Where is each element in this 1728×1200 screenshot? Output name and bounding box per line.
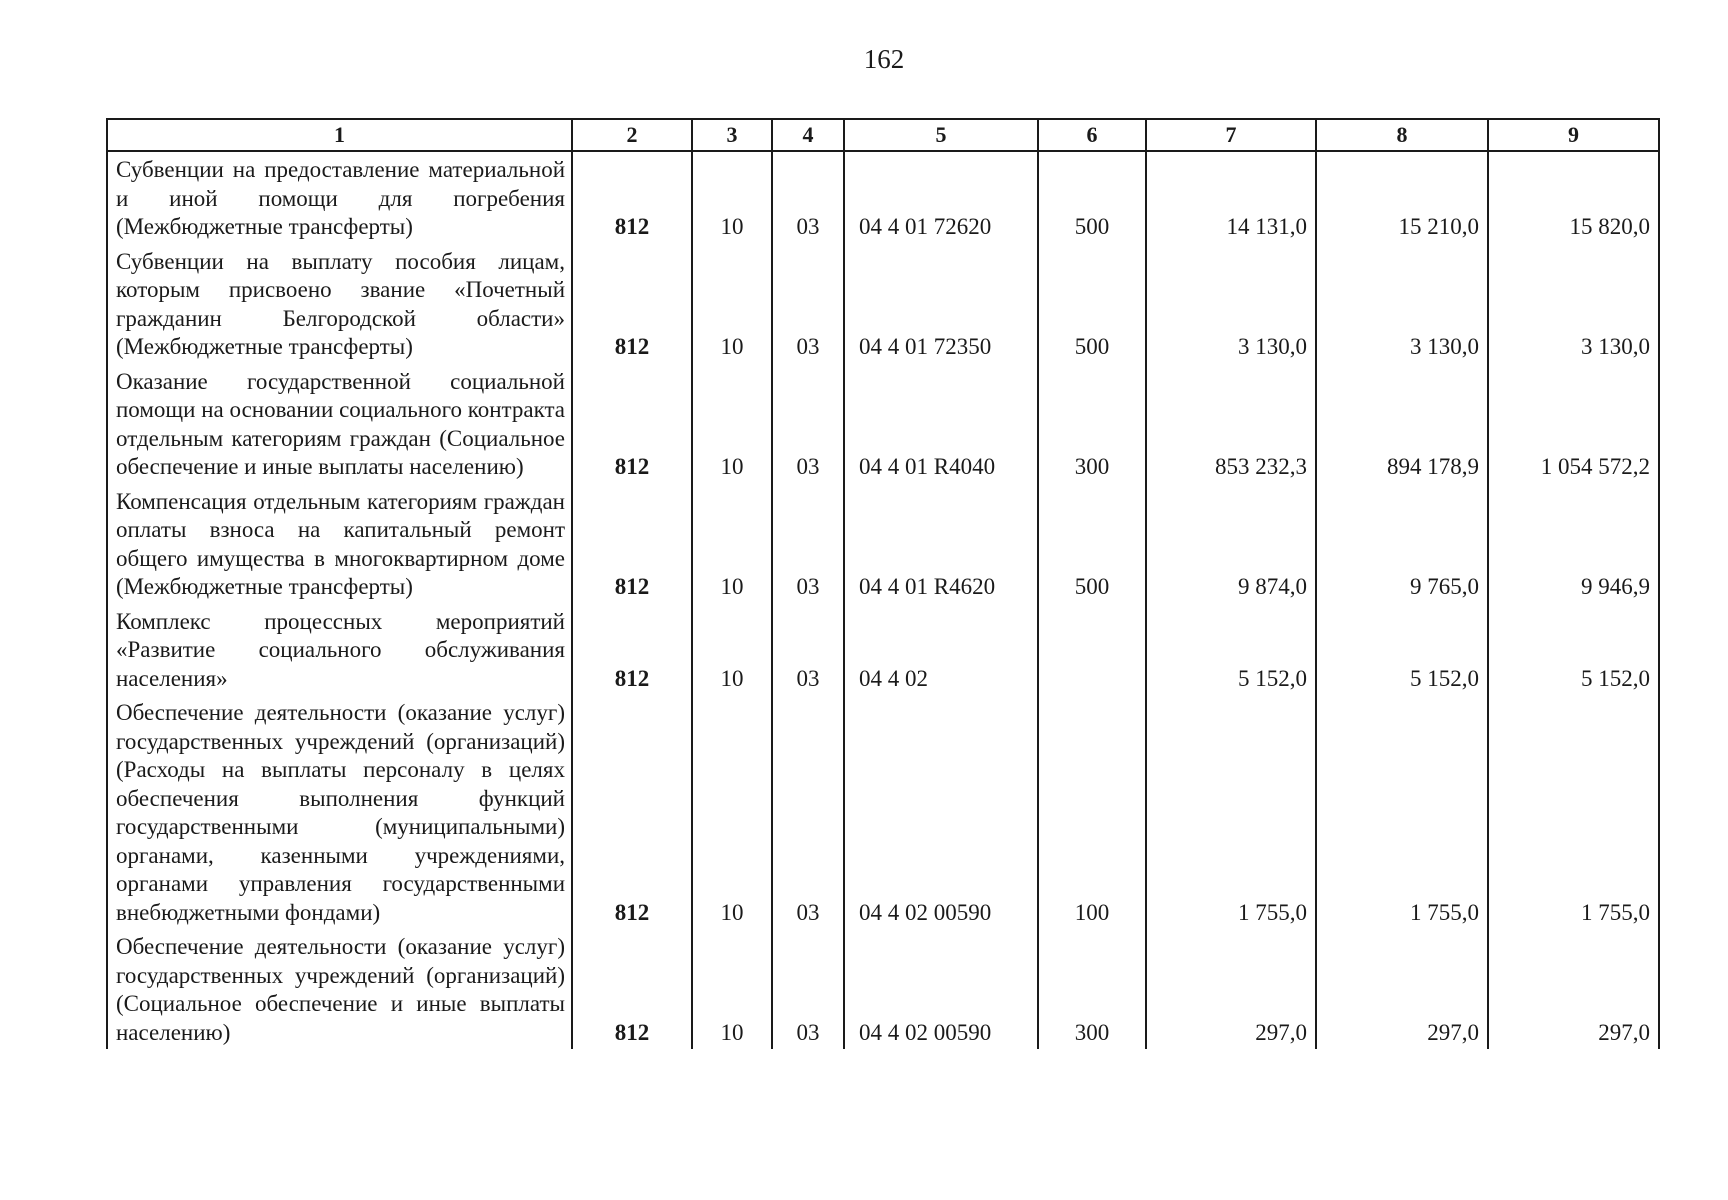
subsection-code: 03 xyxy=(772,244,844,364)
amount-col7: 1 755,0 xyxy=(1146,695,1316,929)
admin-code: 812 xyxy=(572,604,692,696)
admin-code: 812 xyxy=(572,695,692,929)
target-article: 04 4 02 00590 xyxy=(844,695,1038,929)
row-description: Компенсация отдельным категориям граждан оплаты взноса на капитальный ремонт общего имущества в многоквартирном доме (Межбюджетные трансферты) xyxy=(107,484,572,604)
row-description: Обеспечение деятельности (оказание услуг) государственных учреждений (организаций) (Расходы на выплаты персоналу в целях обеспечения выполнения функций государственными (муниципальными) органами, казенными учреждениями, органами управления государственными внебюджетными фондами) xyxy=(107,695,572,929)
amount-col9: 9 946,9 xyxy=(1488,484,1659,604)
expense-type: 300 xyxy=(1038,929,1146,1049)
expense-type xyxy=(1038,604,1146,696)
section-code: 10 xyxy=(692,244,772,364)
subsection-code: 03 xyxy=(772,604,844,696)
section-code: 10 xyxy=(692,695,772,929)
column-header: 4 xyxy=(772,119,844,151)
amount-col7: 5 152,0 xyxy=(1146,604,1316,696)
expense-type: 300 xyxy=(1038,364,1146,484)
row-description: Субвенции на выплату пособия лицам, которым присвоено звание «Почетный гражданин Белгородской области» (Межбюджетные трансферты) xyxy=(107,244,572,364)
column-header: 3 xyxy=(692,119,772,151)
target-article: 04 4 02 00590 xyxy=(844,929,1038,1049)
column-header: 5 xyxy=(844,119,1038,151)
admin-code: 812 xyxy=(572,151,692,244)
admin-code: 812 xyxy=(572,484,692,604)
section-code: 10 xyxy=(692,929,772,1049)
expense-type: 500 xyxy=(1038,151,1146,244)
admin-code: 812 xyxy=(572,244,692,364)
amount-col7: 3 130,0 xyxy=(1146,244,1316,364)
amount-col9: 1 054 572,2 xyxy=(1488,364,1659,484)
column-header: 2 xyxy=(572,119,692,151)
amount-col7: 14 131,0 xyxy=(1146,151,1316,244)
row-description: Субвенции на предоставление материальной и иной помощи для погребения (Межбюджетные трансферты) xyxy=(107,151,572,244)
admin-code: 812 xyxy=(572,929,692,1049)
amount-col8: 9 765,0 xyxy=(1316,484,1488,604)
admin-code: 812 xyxy=(572,364,692,484)
amount-col8: 5 152,0 xyxy=(1316,604,1488,696)
amount-col8: 297,0 xyxy=(1316,929,1488,1049)
amount-col7: 297,0 xyxy=(1146,929,1316,1049)
row-description: Обеспечение деятельности (оказание услуг) государственных учреждений (организаций) (Социальное обеспечение и иные выплаты населению) xyxy=(107,929,572,1049)
subsection-code: 03 xyxy=(772,364,844,484)
subsection-code: 03 xyxy=(772,695,844,929)
target-article: 04 4 01 R4040 xyxy=(844,364,1038,484)
amount-col9: 5 152,0 xyxy=(1488,604,1659,696)
section-code: 10 xyxy=(692,604,772,696)
amount-col8: 3 130,0 xyxy=(1316,244,1488,364)
column-header: 7 xyxy=(1146,119,1316,151)
target-article: 04 4 01 R4620 xyxy=(844,484,1038,604)
row-description: Оказание государственной социальной помощи на основании социального контракта отдельным категориям граждан (Социальное обеспечение и иные выплаты населению) xyxy=(107,364,572,484)
target-article: 04 4 01 72350 xyxy=(844,244,1038,364)
subsection-code: 03 xyxy=(772,151,844,244)
subsection-code: 03 xyxy=(772,484,844,604)
section-code: 10 xyxy=(692,484,772,604)
column-header: 8 xyxy=(1316,119,1488,151)
table-row xyxy=(107,929,1659,1049)
table-row xyxy=(107,244,1659,364)
target-article: 04 4 02 xyxy=(844,604,1038,696)
expense-type: 500 xyxy=(1038,484,1146,604)
table-row xyxy=(107,695,1659,929)
section-code: 10 xyxy=(692,151,772,244)
section-code: 10 xyxy=(692,364,772,484)
amount-col9: 3 130,0 xyxy=(1488,244,1659,364)
header-row xyxy=(107,119,1659,151)
expense-type: 500 xyxy=(1038,244,1146,364)
amount-col9: 15 820,0 xyxy=(1488,151,1659,244)
page-number: 162 xyxy=(863,44,905,74)
table-row xyxy=(107,151,1659,244)
table-row xyxy=(107,364,1659,484)
amount-col9: 1 755,0 xyxy=(1488,695,1659,929)
column-header: 9 xyxy=(1488,119,1659,151)
amount-col8: 894 178,9 xyxy=(1316,364,1488,484)
target-article: 04 4 01 72620 xyxy=(844,151,1038,244)
column-header: 1 xyxy=(107,119,572,151)
subsection-code: 03 xyxy=(772,929,844,1049)
row-description: Комплекс процессных мероприятий «Развитие социального обслуживания населения» xyxy=(107,604,572,696)
expense-type: 100 xyxy=(1038,695,1146,929)
amount-col8: 1 755,0 xyxy=(1316,695,1488,929)
table-row xyxy=(107,604,1659,696)
amount-col8: 15 210,0 xyxy=(1316,151,1488,244)
amount-col7: 853 232,3 xyxy=(1146,364,1316,484)
amount-col9: 297,0 xyxy=(1488,929,1659,1049)
column-header: 6 xyxy=(1038,119,1146,151)
amount-col7: 9 874,0 xyxy=(1146,484,1316,604)
budget-table xyxy=(106,118,1660,1049)
table-row xyxy=(107,484,1659,604)
